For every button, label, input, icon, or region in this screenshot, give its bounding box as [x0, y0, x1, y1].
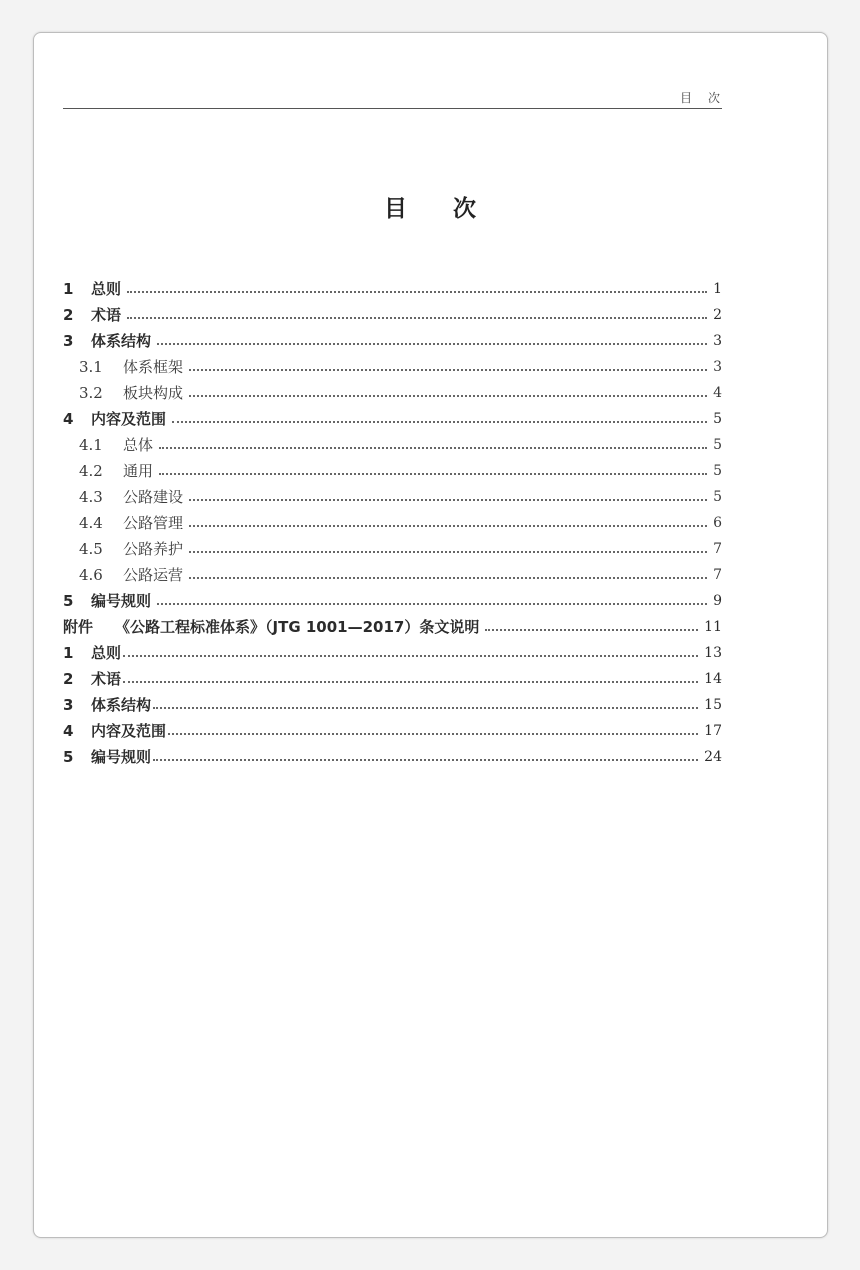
toc-entry[interactable]: [63, 380, 722, 406]
toc-entry-number: 2: [63, 670, 74, 688]
toc-entry-label: 体系结构: [91, 696, 152, 714]
toc-entry-label: 内容及范围: [91, 722, 167, 740]
toc-entry[interactable]: [63, 328, 722, 354]
toc-entry[interactable]: [63, 458, 722, 484]
toc-entry-page-number: 13: [704, 645, 722, 661]
toc-entry-label: 总则: [91, 644, 122, 662]
toc-entry-number: 1: [63, 280, 74, 298]
dot-leader: [189, 369, 707, 371]
toc-entry[interactable]: [63, 640, 722, 666]
dot-leader: [157, 343, 707, 345]
toc-entry-label: 公路建设: [123, 488, 184, 506]
toc-entry-page-number: 14: [704, 671, 722, 687]
toc-entry-number: 4.2: [79, 462, 103, 480]
toc-entry[interactable]: [63, 302, 722, 328]
toc-entry-page-number: 17: [704, 723, 722, 739]
toc-entry[interactable]: [63, 562, 722, 588]
toc-entry-label: 公路运营: [123, 566, 184, 584]
dot-leader: [123, 655, 698, 657]
toc-entry-page-number: 9: [713, 593, 722, 609]
toc-entry-page-number: 3: [713, 359, 722, 375]
dot-leader: [189, 577, 707, 579]
dot-leader: [168, 733, 698, 735]
dot-leader: [123, 681, 698, 683]
toc-entry-number: 4.3: [79, 488, 103, 506]
toc-entry-number: 3.2: [79, 384, 103, 402]
running-header-text: 目次: [679, 91, 736, 105]
toc-entry[interactable]: [63, 666, 722, 692]
running-header: [63, 86, 736, 109]
toc-entry-label: 通用: [123, 462, 154, 480]
toc-entry[interactable]: [63, 406, 722, 432]
toc-entry-label: 总则: [91, 280, 122, 298]
toc-entry[interactable]: [63, 692, 722, 718]
toc-entry-page-number: 5: [713, 489, 722, 505]
toc-entry-page-number: 2: [713, 307, 722, 323]
toc-entry[interactable]: [63, 484, 722, 510]
toc-entry-label: 体系结构: [91, 332, 152, 350]
toc-entry-label: 总体: [123, 436, 154, 454]
dot-leader: [189, 499, 707, 501]
toc-entry[interactable]: [63, 588, 722, 614]
toc-entry-number: 5: [63, 748, 74, 766]
toc-entry-number: 4.4: [79, 514, 103, 532]
toc-entry-number: 2: [63, 306, 74, 324]
dot-leader: [127, 291, 707, 293]
dot-leader: [153, 707, 698, 709]
dot-leader: [172, 421, 707, 423]
toc-entry[interactable]: [63, 354, 722, 380]
toc-entry-page-number: 7: [713, 567, 722, 583]
toc-entry-number: 4: [63, 722, 74, 740]
toc-entry-label: 公路管理: [123, 514, 184, 532]
toc-entry-page-number: 7: [713, 541, 722, 557]
dot-leader: [127, 317, 707, 319]
toc-entry-page-number: 6: [713, 515, 722, 531]
toc-entry-label: 公路养护: [123, 540, 184, 558]
toc-entry-page-number: 1: [713, 281, 722, 297]
dot-leader: [189, 395, 707, 397]
toc-entry[interactable]: [63, 614, 722, 640]
toc-entry-page-number: 5: [713, 463, 722, 479]
toc-entry[interactable]: [63, 744, 722, 770]
dot-leader: [189, 525, 707, 527]
toc-entry-number: 5: [63, 592, 74, 610]
toc-entry-label: 编号规则: [91, 592, 152, 610]
toc-entry-number: 4.5: [79, 540, 103, 558]
toc-entry[interactable]: [63, 276, 722, 302]
toc-entry-label: 体系框架: [123, 358, 184, 376]
dot-leader: [159, 473, 707, 475]
toc-entry-page-number: 4: [713, 385, 722, 401]
toc-entry[interactable]: [63, 718, 722, 744]
toc-entry-label: 内容及范围: [91, 410, 167, 428]
toc-entry-page-number: 15: [704, 697, 722, 713]
dot-leader: [153, 759, 698, 761]
toc-entry[interactable]: [63, 536, 722, 562]
table-of-contents: [63, 276, 722, 770]
toc-entry-label: 《公路工程标准体系》（JTG 1001—2017）条文说明: [115, 618, 480, 636]
toc-entry-number: 3: [63, 332, 74, 350]
toc-entry-number: 3.1: [79, 358, 103, 376]
toc-entry-number: 3: [63, 696, 74, 714]
page-title: 目次: [384, 196, 522, 222]
toc-entry-number: 4: [63, 410, 74, 428]
toc-entry-page-number: 3: [713, 333, 722, 349]
toc-entry[interactable]: [63, 432, 722, 458]
toc-entry-number: 1: [63, 644, 74, 662]
toc-entry-page-number: 11: [704, 619, 722, 635]
toc-entry-number: 附件: [63, 618, 94, 636]
toc-entry-number: 4.6: [79, 566, 103, 584]
toc-entry-page-number: 5: [713, 437, 722, 453]
dot-leader: [485, 629, 698, 631]
toc-entry-page-number: 5: [713, 411, 722, 427]
toc-entry-label: 术语: [91, 306, 122, 324]
dot-leader: [189, 551, 707, 553]
toc-entry-label: 术语: [91, 670, 122, 688]
toc-entry-label: 板块构成: [123, 384, 184, 402]
toc-entry-page-number: 24: [704, 749, 722, 765]
toc-entry[interactable]: [63, 510, 722, 536]
toc-entry-number: 4.1: [79, 436, 103, 454]
toc-entry-label: 编号规则: [91, 748, 152, 766]
dot-leader: [157, 603, 707, 605]
dot-leader: [159, 447, 707, 449]
